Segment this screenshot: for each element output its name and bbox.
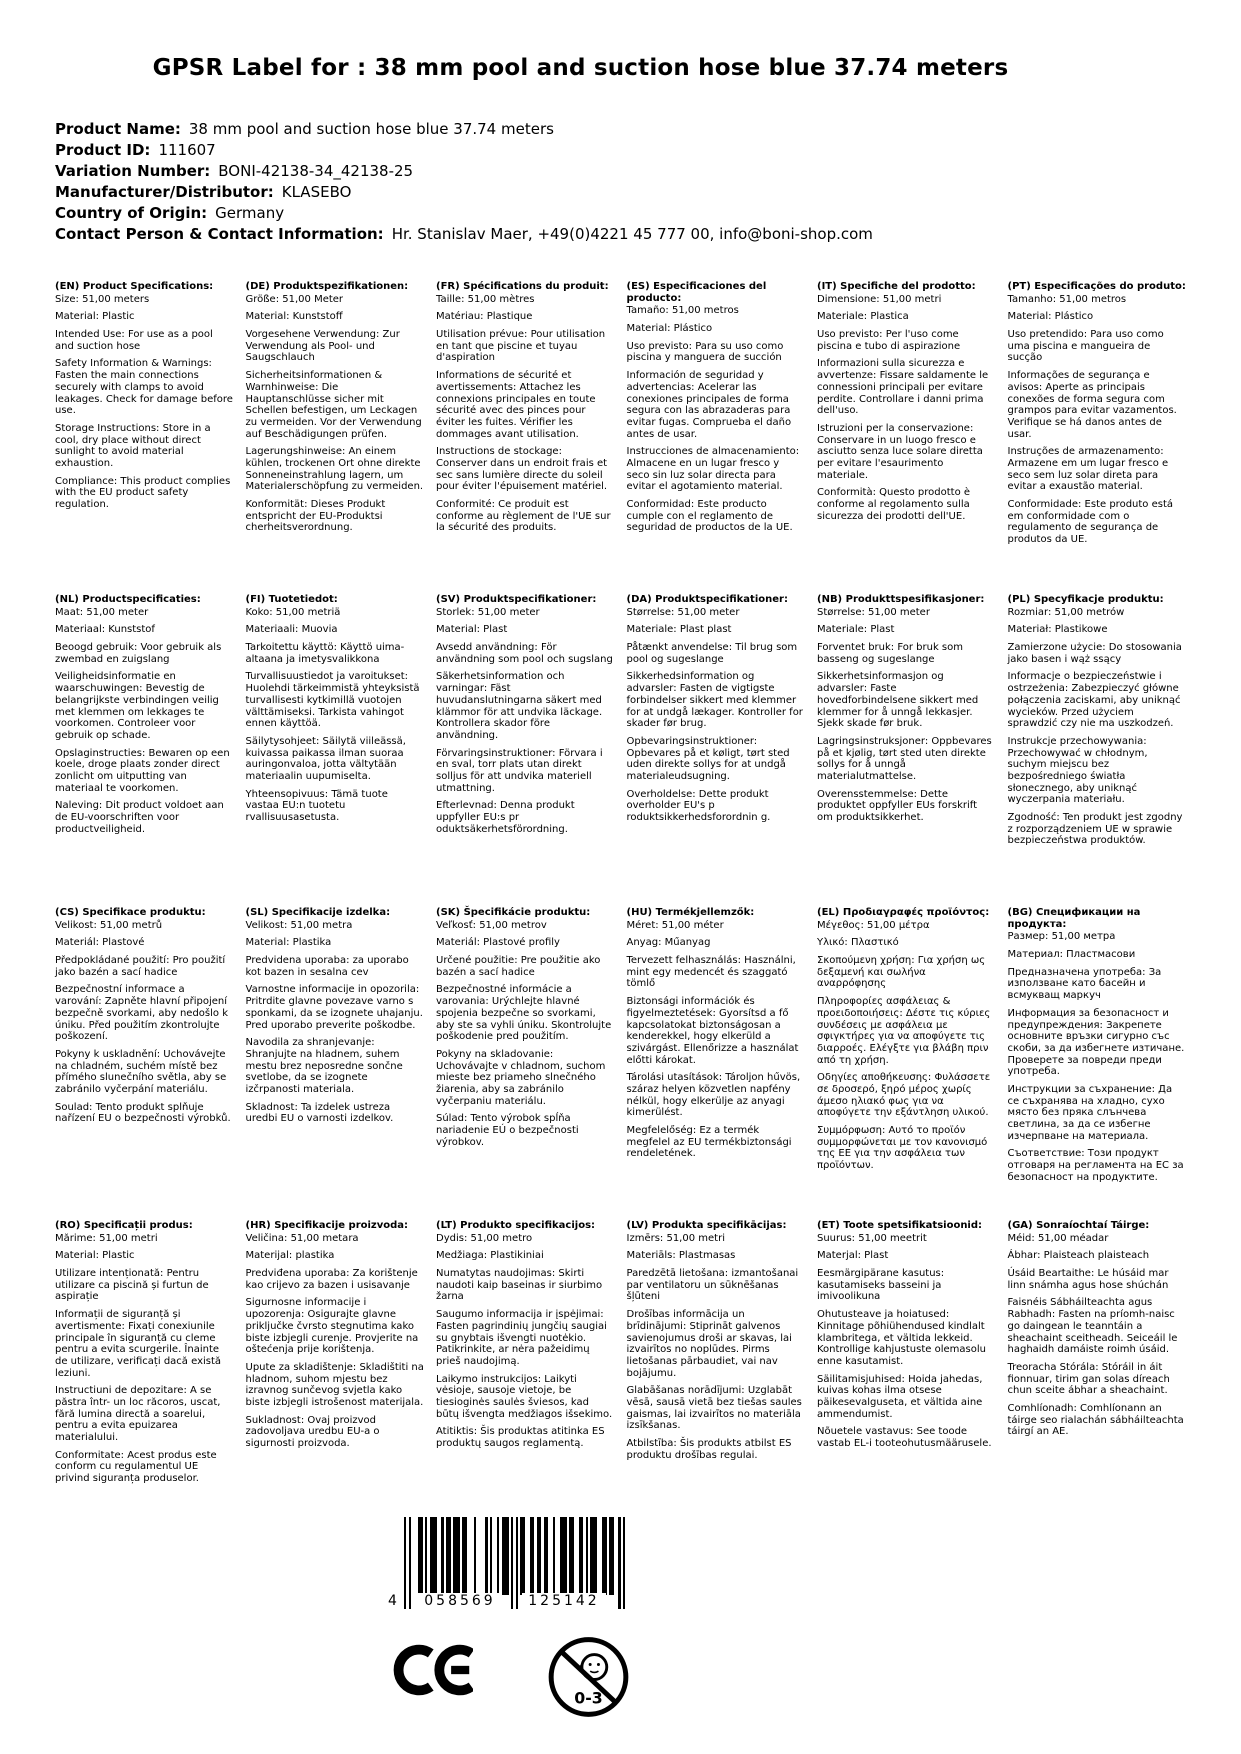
spec-section-hr — [246, 1220, 425, 1491]
spec-paragraph: Förvaringsinstruktioner: Förvara i en sval, torr plats utan direkt solljus för att undvika materiell utmattning. — [436, 747, 603, 794]
spec-section-hu — [627, 907, 806, 1220]
spec-paragraph: Matériau: Plastique — [436, 311, 533, 323]
spec-paragraph: Μέγεθος: 51,00 μέτρα — [817, 919, 930, 931]
spec-paragraph: Informations de sécurité et avertissements: Attachez les connexions principales en toute sécurité avec des pinces pour éviter les fuites. Vérifier les dommages avant utilisation. — [436, 370, 596, 440]
spec-paragraph: Rozmiar: 51,00 metrów — [1007, 606, 1125, 618]
spec-section-heading: (NB) Produkttspesifikasjoner: — [817, 594, 985, 605]
spec-paragraph: Nõuetele vastavus: See toode vastab EL-i tooteohutusmäärusele. — [817, 1426, 992, 1449]
product-info-label: Contact Person & Contact Information: — [55, 225, 384, 243]
spec-paragraph: Größe: 51,00 Meter — [245, 293, 344, 305]
spec-paragraph: Veiligheidsinformatie en waarschuwingen: Bevestig de belangrijkste verbindingen veilig met klemmen om lekkages te voorkomen. Controleer voor gebruik op schade. — [55, 671, 219, 741]
spec-section-heading: (ET) Toote spetsifikatsioonid: — [817, 1220, 983, 1231]
product-info-row — [55, 182, 1241, 203]
spec-paragraph: Pokyny k uskladnění: Uchovávejte na chladném, suchém místě bez přímého slunečního světla, aby se zabránilo vyčerpání materiálu. — [55, 1048, 227, 1095]
spec-section-da — [627, 594, 806, 907]
spec-paragraph: Tervezett felhasználás: Használni, mint egy medencét és szaggató tömlő — [626, 955, 796, 990]
spec-paragraph: Storlek: 51,00 meter — [436, 606, 540, 618]
spec-section-heading: (RO) Specificații produs: — [55, 1220, 193, 1231]
spec-paragraph: Drošības informācija un brīdinājumi: Stiprināt galvenos savienojumus droši ar skavas, lai izvairītos no noplūdes. Pirms lietošanas pārbaudiet, vai nav bojājumu. — [626, 1309, 792, 1379]
spec-paragraph: Forventet bruk: For bruk som basseng og sugeslange — [817, 642, 963, 665]
spec-paragraph: Conformitate: Acest produs este conform cu regulamentul UE privind siguranța produselor. — [55, 1449, 217, 1485]
spec-paragraph: Materiale: Plast plast — [626, 624, 732, 636]
spec-paragraph: Størrelse: 51,00 meter — [626, 606, 740, 618]
spec-paragraph: Maat: 51,00 meter — [55, 606, 149, 618]
spec-paragraph: Sikkerhedsinformation og advarsler: Fasten de vigtigste forbindelser sikkert med klemmer for at undgå lækager. Kontroller for skader før brug. — [626, 671, 803, 730]
spec-paragraph: Suurus: 51,00 meetrit — [817, 1232, 927, 1244]
spec-paragraph: Instructiuni de depozitare: A se păstra într- un loc răcoros, uscat, fără lumina directă a soarelui, pentru a evita epuizarea materialului. — [55, 1385, 221, 1443]
spec-section-it — [817, 281, 996, 594]
spec-paragraph: Информация за безопасност и предупреждения: Закрепете основните връзки сигурно със скоби, за да избегнете изтичане. Проверете за повреди преди употреба. — [1007, 1007, 1185, 1078]
spec-paragraph: Съответствие: Този продукт отговаря на регламента на ЕС за безопасност на продуктите. — [1007, 1148, 1184, 1183]
spec-section-lt — [436, 1220, 615, 1491]
spec-paragraph: Megfelelőség: Ez a termék megfelel az EU termékbiztonsági rendeletének. — [626, 1125, 792, 1160]
spec-paragraph: Istruzioni per la conservazione: Conservare in un luogo fresco e asciutto senza luce solare diretta per evitare l'esaurimento materiale. — [817, 422, 983, 481]
spec-section-es — [627, 281, 806, 594]
spec-section-heading: (SK) Špecifikácie produktu: — [436, 907, 591, 918]
spec-paragraph: Tarkoitettu käyttö: Käyttö uima-altaana ja imetysvalikkona — [245, 642, 405, 665]
spec-paragraph: Upute za skladištenje: Skladištiti na hladnom, suhom mjestu bez izravnog sunčevog svjetla kako biste izbjegli istrošenost materijala. — [245, 1361, 424, 1408]
spec-section-heading: (LT) Produkto specifikacijos: — [436, 1220, 596, 1231]
spec-paragraph: Méret: 51,00 méter — [626, 919, 724, 931]
spec-paragraph: Bezpečnostné informácie a varovania: Urýchlejte hlavné spojenia bezpečne so svorkami, aby ste sa vyhli úniku. Skontrolujte poškodenie pred použitím. — [436, 984, 612, 1043]
spec-paragraph: Predviđena uporaba: Za korištenje kao crijevo za bazen i usisavanje — [245, 1268, 418, 1291]
spec-paragraph: Zgodność: Ten produkt jest zgodny z rozporządzeniem UE w sprawie bezpieczeństwa produktów. — [1007, 812, 1183, 847]
spec-section-nb — [817, 594, 996, 907]
spec-paragraph: Saugumo informacija ir įspėjimai: Fasten pagrindinių jungčių saugiai su gnybtais išvengti nuotėkio. Patikrinkite, ar nėra pažeidimų prieš naudojimą. — [436, 1309, 607, 1367]
product-info-value: 38 mm pool and suction hose blue 37.74 meters — [188, 120, 554, 138]
spec-paragraph: Taille: 51,00 mètres — [436, 293, 535, 305]
spec-paragraph: Skladnost: Ta izdelek ustreza uredbi EU o varnosti izdelkov. — [245, 1101, 394, 1125]
spec-section-heading: (GA) Sonraíochtaí Táirge: — [1007, 1220, 1150, 1231]
spec-section-ro — [55, 1220, 234, 1491]
spec-section-heading: (CS) Specifikace produktu: — [55, 907, 206, 918]
spec-section-ga — [1008, 1220, 1187, 1491]
spec-paragraph: Soulad: Tento produkt splňuje nařízení EU o bezpečnosti výrobků. — [55, 1101, 231, 1125]
spec-section-fi — [246, 594, 425, 907]
spec-paragraph: Tamanho: 51,00 metros — [1007, 293, 1127, 305]
spec-section-de — [246, 281, 425, 594]
spec-section-heading: (EN) Product Specifications: — [55, 281, 214, 292]
spec-paragraph: Určené použitie: Pre použitie ako bazén a sací hadice — [436, 955, 601, 978]
spec-section-en — [55, 281, 234, 594]
spec-paragraph: Størrelse: 51,00 meter — [817, 606, 930, 618]
spec-paragraph: Efterlevnad: Denna produkt uppfyller EU:s pr oduktsäkerhetsförordning. — [436, 800, 575, 835]
product-info-row — [55, 119, 1241, 140]
spec-section-sk — [436, 907, 615, 1220]
spec-paragraph: Conformidad: Este producto cumple con el reglamento de seguridad de productos de la UE. — [626, 499, 793, 534]
spec-paragraph: Comhlíonadh: Comhlíonann an táirge seo rialachán sábháilteachta táirgí an AE. — [1007, 1402, 1184, 1438]
spec-section-heading: (PT) Especificações do produto: — [1007, 281, 1186, 292]
spec-paragraph: Conformità: Questo prodotto è conforme al regolamento sulla sicurezza dei prodotti dell'UE. — [817, 487, 971, 522]
spec-paragraph: Laikymo instrukcijos: Laikyti vėsioje, sausoje vietoje, be tiesioginės saulės šviesos, kad būtų išvengta medžiagos išsekimo. — [436, 1373, 613, 1420]
spec-paragraph: Zamierzone użycie: Do stosowania jako basen i wąż ssący — [1007, 642, 1182, 665]
spec-paragraph: Utilisation prévue: Pour utilisation en tant que piscine et tuyau d'aspiration — [436, 329, 606, 364]
spec-section-nl — [55, 594, 234, 907]
product-info-row — [55, 203, 1241, 224]
product-info-block — [55, 119, 1241, 245]
spec-paragraph: Conformité: Ce produit est conforme au règlement de l'UE sur la sécurité des produits. — [436, 499, 611, 534]
spec-paragraph: Материал: Пластмасови — [1007, 949, 1136, 961]
product-info-label: Manufacturer/Distributor: — [55, 183, 274, 201]
spec-paragraph: Méid: 51,00 méadar — [1007, 1232, 1109, 1244]
spec-paragraph: Atitiktis: Šis produktas atitinka ES produktų saugos reglamentą. — [436, 1426, 605, 1449]
age-warning-text: 0-3 — [574, 1688, 603, 1708]
spec-paragraph: Konformität: Dieses Produkt entspricht der EU-Produktsi cherheitsverordnung. — [245, 499, 386, 534]
spec-paragraph: Σκοπούμενη χρήση: Για χρήση ως δεξαμενή και σωλήνα αναρρόφησης — [817, 955, 986, 990]
spec-paragraph: Dydis: 51,00 metro — [436, 1232, 533, 1244]
spec-paragraph: Eesmärgipärane kasutus: kasutamiseks basseini ja imivoolikuna — [817, 1268, 945, 1303]
spec-paragraph: Materiāls: Plastmasas — [626, 1250, 736, 1262]
spec-section-heading: (FI) Tuotetiedot: — [245, 594, 338, 605]
spec-section-el — [817, 907, 996, 1220]
spec-section-bg — [1008, 907, 1187, 1220]
bottom-area — [390, 1517, 630, 1721]
spec-paragraph: Material: Plastic — [55, 1250, 135, 1262]
spec-section-heading: (BG) Спецификации на продукта: — [1007, 907, 1141, 930]
spec-section-pl — [1008, 594, 1187, 907]
spec-paragraph: Predvidena uporaba: za uporabo kot bazen in sesalna cev — [245, 955, 409, 978]
spec-paragraph: Informații de siguranță și avertismente: Fixați conexiunile principale în siguranță cu cleme pentru a evita scurgerile. Înainte de utilizare, verificați dacă există leziuni. — [55, 1309, 222, 1379]
spec-section-heading: (PL) Specyfikacje produktu: — [1007, 594, 1164, 605]
spec-paragraph: Sikkerhetsinformasjon og advarsler: Faste hovedforbindelsene sikkert med klemmer for å unngå lekkasjer. Sjekk skade før bruk. — [817, 671, 979, 730]
spec-paragraph: Πληροφορίες ασφάλειας & προειδοποιήσεις: Δέστε τις κύριες συνδέσεις με ασφάλεια με σφιγκτήρες για να αποφύγετε τις διαρροές. Ελέγξτε για βλάβη πριν από τη χρήση. — [817, 996, 991, 1066]
spec-section-heading: (DA) Produktspecifikationer: — [626, 594, 788, 605]
spec-paragraph: Materiál: Plastové — [55, 937, 145, 949]
spec-paragraph: Atbilstība: Šis produkts atbilst ES produktu drošības regulai. — [626, 1438, 792, 1461]
spec-section-heading: (FR) Spécifications du produit: — [436, 281, 609, 292]
spec-paragraph: Material: Plastika — [245, 937, 332, 949]
spec-paragraph: Bezpečnostní informace a varování: Zapněte hlavní připojení bezpečně svorkami, aby nedošlo k úniku. Před použitím zkontrolujte poškození. — [55, 984, 228, 1043]
spec-paragraph: Ábhar: Plaisteach plaisteach — [1007, 1250, 1150, 1262]
spec-paragraph: Material: Kunststoff — [245, 311, 343, 323]
spec-section-sv — [436, 594, 615, 907]
spec-paragraph: Materiál: Plastové profily — [436, 937, 560, 949]
spec-section-heading: (IT) Specifiche del prodotto: — [817, 281, 976, 292]
spec-paragraph: Overensstemmelse: Dette produktet oppfyller EUs forskrift om produktsikkerhet. — [817, 788, 978, 823]
spec-paragraph: Veľkosť: 51,00 metrov — [436, 919, 547, 931]
product-info-value: Germany — [215, 204, 285, 222]
product-info-label: Product Name: — [55, 120, 181, 138]
spec-paragraph: Säilytysohjeet: Säilytä viileässä, kuivassa paikassa ilman suoraa auringonvaloa, jotta vältytään materiaalin uupumiselta. — [245, 735, 406, 782]
spec-paragraph: Velikost: 51,00 metrů — [55, 919, 163, 931]
spec-section-heading: (HU) Termékjellemzők: — [626, 907, 755, 918]
spec-paragraph: Sukladnost: Ovaj proizvod zadovoljava uredbu EU-a o sigurnosti proizvoda. — [245, 1414, 380, 1449]
spec-section-et — [817, 1220, 996, 1491]
spec-section-pt — [1008, 281, 1187, 594]
spec-paragraph: Úsáid Beartaithe: Le húsáid mar linn snámha agus hose shúchán — [1007, 1268, 1169, 1291]
spec-paragraph: Pokyny na skladovanie: Uchovávajte v chladnom, suchom mieste bez priameho slnečného žiarenia, aby sa zabránilo vyčerpaniu materiálu. — [436, 1048, 606, 1107]
spec-paragraph: Anyag: Műanyag — [626, 937, 711, 949]
spec-section-cs — [55, 907, 234, 1220]
spec-section-heading: (SL) Specifikacije izdelka: — [245, 907, 391, 918]
spec-paragraph: Uso pretendido: Para uso como uma piscina e mangueira de sucção — [1007, 329, 1164, 364]
spec-paragraph: Säkerhetsinformation och varningar: Fäst huvudanslutningarna säkert med klämmor för att undvika läckage. Kontrollera skador före användning. — [436, 671, 603, 741]
barcode-lead-digit: 4 — [388, 1592, 397, 1609]
language-specs-grid — [55, 281, 1186, 1491]
spec-paragraph: Naleving: Dit product voldoet aan de EU-voorschriften voor productveiligheid. — [55, 800, 224, 835]
spec-section-heading: (HR) Specifikacije proizvoda: — [245, 1220, 409, 1231]
spec-paragraph: Tárolási utasítások: Tároljon hűvös, száraz helyen közvetlen napfény nélkül, hogy elkerülje az anyagi kimerülést. — [626, 1072, 801, 1119]
spec-paragraph: Size: 51,00 meters — [55, 293, 150, 305]
spec-paragraph: Materjal: Plast — [817, 1250, 889, 1262]
spec-paragraph: Conformidade: Este produto está em conformidade com o regulamento de segurança de produtos da UE. — [1007, 499, 1174, 546]
spec-section-heading: (ES) Especificaciones del producto: — [626, 281, 767, 304]
spec-paragraph: Instrucciones de almacenamiento: Almacene en un lugar fresco y seco sin luz solar directa para evitar el agotamiento material. — [626, 446, 800, 493]
product-info-value: 111607 — [158, 141, 216, 159]
spec-paragraph: Koko: 51,00 metriä — [245, 606, 341, 618]
product-info-row — [55, 161, 1241, 182]
spec-paragraph: Material: Plastic — [55, 311, 135, 323]
age-warning-0-3-icon — [547, 1633, 630, 1721]
spec-paragraph: Información de seguridad y advertencias: Acelerar las conexiones principales de forma segura con las abrazaderas para evitar fugas. Comprueba el daño antes de usar. — [626, 370, 792, 440]
spec-paragraph: Uso previsto: Per l'uso come piscina e tubo di aspirazione — [817, 329, 961, 352]
spec-paragraph: Οδηγίες αποθήκευσης: Φυλάσσετε σε δροσερό, ξηρό μέρος χωρίς άμεσο ηλιακό φως για να αποφύγετε την εξάντληση υλικού. — [817, 1072, 991, 1119]
spec-paragraph: Påtænkt anvendelse: Til brug som pool og sugeslange — [626, 642, 798, 665]
spec-paragraph: Uso previsto: Para su uso como piscina y manguera de succión — [626, 340, 784, 364]
spec-paragraph: Vorgesehene Verwendung: Zur Verwendung als Pool- und Saugschlauch — [245, 329, 400, 364]
spec-paragraph: Materiaal: Kunststof — [55, 624, 155, 636]
page-title: GPSR Label for : 38 mm pool and suction hose blue 37.74 meters — [152, 55, 1009, 81]
spec-paragraph: Instrukcje przechowywania: Przechowywać w chłodnym, suchym miejscu bez bezpośredniego światła słonecznego, aby uniknąć wyczerpania materiału. — [1007, 735, 1148, 806]
spec-paragraph: Συμμόρφωση: Αυτό το προϊόν συμμορφώνεται με τον κανονισμό της ΕΕ για την ασφάλεια των προϊόντων. — [817, 1125, 988, 1172]
spec-section-sl — [246, 907, 425, 1220]
spec-paragraph: Lagringsinstruksjoner: Oppbevares på et kjølig, tørt sted uten direkte sollys for å unngå materialutmattelse. — [817, 735, 992, 782]
spec-paragraph: Velikost: 51,00 metra — [245, 919, 353, 931]
spec-paragraph: Lagerungshinweise: An einem kühlen, trockenen Ort ohne direkte Sonneneinstrahlung lagern, um Materialerschöpfung zu vermeiden. — [245, 446, 424, 493]
spec-paragraph: Turvallisuustiedot ja varoitukset: Huolehdi tärkeimmistä yhteyksistä turvallisesti kytkimillä vuotojen välttämiseksi. Tarkista vahingot ennen käyttöä. — [245, 671, 420, 730]
spec-paragraph: Safety Information & Warnings: Fasten the main connections securely with clamps to avoid leakages. Check for damage before use. — [55, 358, 233, 417]
spec-paragraph: Material: Plástico — [1007, 311, 1094, 323]
spec-paragraph: Opbevaringsinstruktioner: Opbevares på et køligt, tørt sted uden direkte sollys for at undgå materialeudsugning. — [626, 735, 790, 782]
spec-paragraph: Material: Plástico — [626, 323, 713, 335]
spec-paragraph: Medžiaga: Plastikiniai — [436, 1250, 544, 1262]
barcode-right-group: 125142 — [522, 1593, 606, 1609]
spec-paragraph: Předpokládané použití: Pro použití jako bazén a sací hadice — [55, 955, 226, 978]
spec-paragraph: Informações de segurança e avisos: Aperte as principais conexões de forma segura com grampos para evitar vazamentos. Verifique se há danos antes de usar. — [1007, 370, 1177, 440]
spec-paragraph: Sicherheitsinformationen & Warnhinweise: Die Hauptanschlüsse sicher mit Schellen befestigen, um Leckagen zu vermeiden. Vor der Verwendung auf Beschädigungen prüfen. — [245, 370, 422, 440]
spec-paragraph: Opslaginstructies: Bewaren op een koele, droge plaats zonder direct zonlicht om uitputting van materiaal te voorkomen. — [55, 747, 230, 794]
spec-paragraph: Glabāšanas norādījumi: Uzglabāt vēsā, sausā vietā bez tiešas saules gaismas, lai izvairītos no materiāla izsīkšanas. — [626, 1385, 802, 1432]
spec-paragraph: Overholdelse: Dette produkt overholder EU's p roduktsikkerhedsforordnin g. — [626, 788, 771, 823]
spec-paragraph: Varnostne informacije in opozorila: Pritrdite glavne povezave varno s sponkami, da se izognete uhajanju. Pred uporabo preverite poškodbe. — [245, 984, 423, 1031]
spec-paragraph: Treoracha Stórála: Stóráil in áit fionnuar, tirim gan solas díreach chun sceite ábhar a sheachaint. — [1007, 1361, 1170, 1397]
ce-mark-icon — [390, 1639, 473, 1701]
barcode-left-group: 058569 — [418, 1593, 502, 1609]
spec-paragraph: Mărime: 51,00 metri — [55, 1232, 158, 1244]
product-info-row — [55, 224, 1241, 245]
product-info-value: BONI-42138-34_42138-25 — [218, 162, 414, 180]
spec-paragraph: Materiaali: Muovia — [245, 624, 338, 636]
spec-paragraph: Размер: 51,00 метра — [1007, 931, 1116, 943]
product-info-value: Hr. Stanislav Maer, +49(0)4221 45 777 00, info@boni-shop.com — [391, 225, 873, 243]
compliance-symbols — [390, 1639, 630, 1721]
barcode-module — [623, 1517, 625, 1609]
spec-section-heading: (EL) Προδιαγραφές προϊόντος: — [817, 907, 990, 918]
spec-paragraph: Materiał: Plastikowe — [1007, 624, 1108, 636]
spec-paragraph: Предназначена употреба: За използване като басейн и всмукващ маркуч — [1007, 966, 1162, 1002]
spec-paragraph: Material: Plast — [436, 624, 508, 636]
spec-paragraph: Instruções de armazenamento: Armazene em um lugar fresco e seco sem luz solar direta para evitar a exaustão material. — [1007, 446, 1169, 493]
spec-paragraph: Numatytas naudojimas: Skirti naudoti kaip baseinas ir siurbimo žarna — [436, 1268, 603, 1303]
product-info-value: KLASEBO — [281, 183, 352, 201]
product-info-label: Country of Origin: — [55, 204, 208, 222]
spec-paragraph: Paredzētā lietošana: izmantošanai par ventilatoru un sūknēšanas šļūteni — [626, 1268, 799, 1303]
spec-paragraph: Faisnéis Sábháilteachta agus Rabhadh: Fasten na príomh-naisc go daingean le teanntáin a sheachaint sceitheadh. Seiceáil le haghaidh damáiste roimh úsáid. — [1007, 1297, 1178, 1356]
spec-paragraph: Intended Use: For use as a pool and suction hose — [55, 329, 213, 352]
spec-section-lv — [627, 1220, 806, 1491]
spec-paragraph: Utilizare intenționată: Pentru utilizare ca piscină și furtun de aspirație — [55, 1268, 209, 1303]
spec-paragraph: Yhteensopivuus: Tämä tuote vastaa EU:n tuotetu rvallisuusasetusta. — [245, 788, 388, 823]
spec-paragraph: Dimensione: 51,00 metri — [817, 293, 942, 305]
spec-paragraph: Compliance: This product complies with the EU product safety regulation. — [55, 475, 231, 510]
spec-paragraph: Storage Instructions: Store in a cool, dry place without direct sunlight to avoid material exhaustion. — [55, 422, 211, 469]
product-info-label: Product ID: — [55, 141, 151, 159]
spec-section-heading: (NL) Productspecificaties: — [55, 594, 201, 605]
ean-barcode — [388, 1517, 626, 1617]
spec-paragraph: Navodila za shranjevanje: Shranjujte na hladnem, suhem mestu brez neposredne sončne svetlobe, da se izognete izčrpanosti materiala. — [245, 1037, 403, 1095]
spec-paragraph: Biztonsági információk és figyelmeztetések: Gyorsítsd a fő kapcsolatokat biztonságosan a kenderekkel, hogy elkerüld a szivárgást. Ellenőrizze a használat előtti károkat. — [626, 996, 799, 1066]
spec-paragraph: Materiale: Plast — [817, 624, 895, 636]
spec-paragraph: Tamaño: 51,00 metros — [626, 305, 739, 317]
spec-section-heading: (LV) Produkta specifikācijas: — [626, 1220, 787, 1231]
spec-paragraph: Инструкции за съхранение: Да се съхранява на хладно, сухо място без пряка слънчева светлина, за да се избегне изчерпване на материала. — [1007, 1083, 1173, 1142]
spec-paragraph: Instructions de stockage: Conserver dans un endroit frais et sec sans lumière directe du soleil pour éviter l'épuisement matériel. — [436, 446, 608, 493]
spec-paragraph: Υλικό: Πλαστικό — [817, 937, 899, 949]
product-info-row — [55, 140, 1241, 161]
spec-paragraph: Veličina: 51,00 metara — [245, 1232, 359, 1244]
spec-paragraph: Izmērs: 51,00 metri — [626, 1232, 725, 1244]
spec-paragraph: Informazioni sulla sicurezza e avvertenze: Fissare saldamente le connessioni principali per evitare perdite. Controllare i danni prima dell'uso. — [817, 358, 989, 417]
spec-paragraph: Sigurnosne informacije i upozorenja: Osigurajte glavne priključke čvrsto stegnutima kako biste izbjegli curenje. Provjerite na oštećenja prije korištenja. — [245, 1297, 419, 1356]
spec-paragraph: Súlad: Tento výrobok spĺňa nariadenie EÚ o bezpečnosti výrobkov. — [436, 1113, 579, 1148]
spec-paragraph: Informacje o bezpieczeństwie i ostrzeżenia: Zabezpieczyć główne połączenia zaciskami, aby uniknąć wycieków. Przed użyciem sprawdzić czy nie ma uszkodzeń. — [1007, 671, 1181, 730]
spec-paragraph: Beoogd gebruik: Voor gebruik als zwembad en zuigslang — [55, 642, 222, 665]
spec-paragraph: Materiale: Plastica — [817, 311, 909, 323]
spec-paragraph: Säilitamisjuhised: Hoida jahedas, kuivas kohas ilma otsese päikesevalguseta, et vältida aine ammendumist. — [817, 1373, 983, 1420]
spec-section-fr — [436, 281, 615, 594]
spec-section-heading: (DE) Produktspezifikationen: — [245, 281, 409, 292]
spec-paragraph: Ohutusteave ja hoiatused: Kinnitage põhiühendused kindlalt klambritega, et vältida lekkeid. Kontrollige kahjustuste olemasolu enne kasutamist. — [817, 1309, 986, 1367]
spec-paragraph: Materijal: plastika — [245, 1250, 335, 1262]
spec-paragraph: Avsedd användning: För användning som pool och sugslang — [436, 642, 613, 665]
spec-section-heading: (SV) Produktspecifikationer: — [436, 594, 597, 605]
product-info-label: Variation Number: — [55, 162, 211, 180]
